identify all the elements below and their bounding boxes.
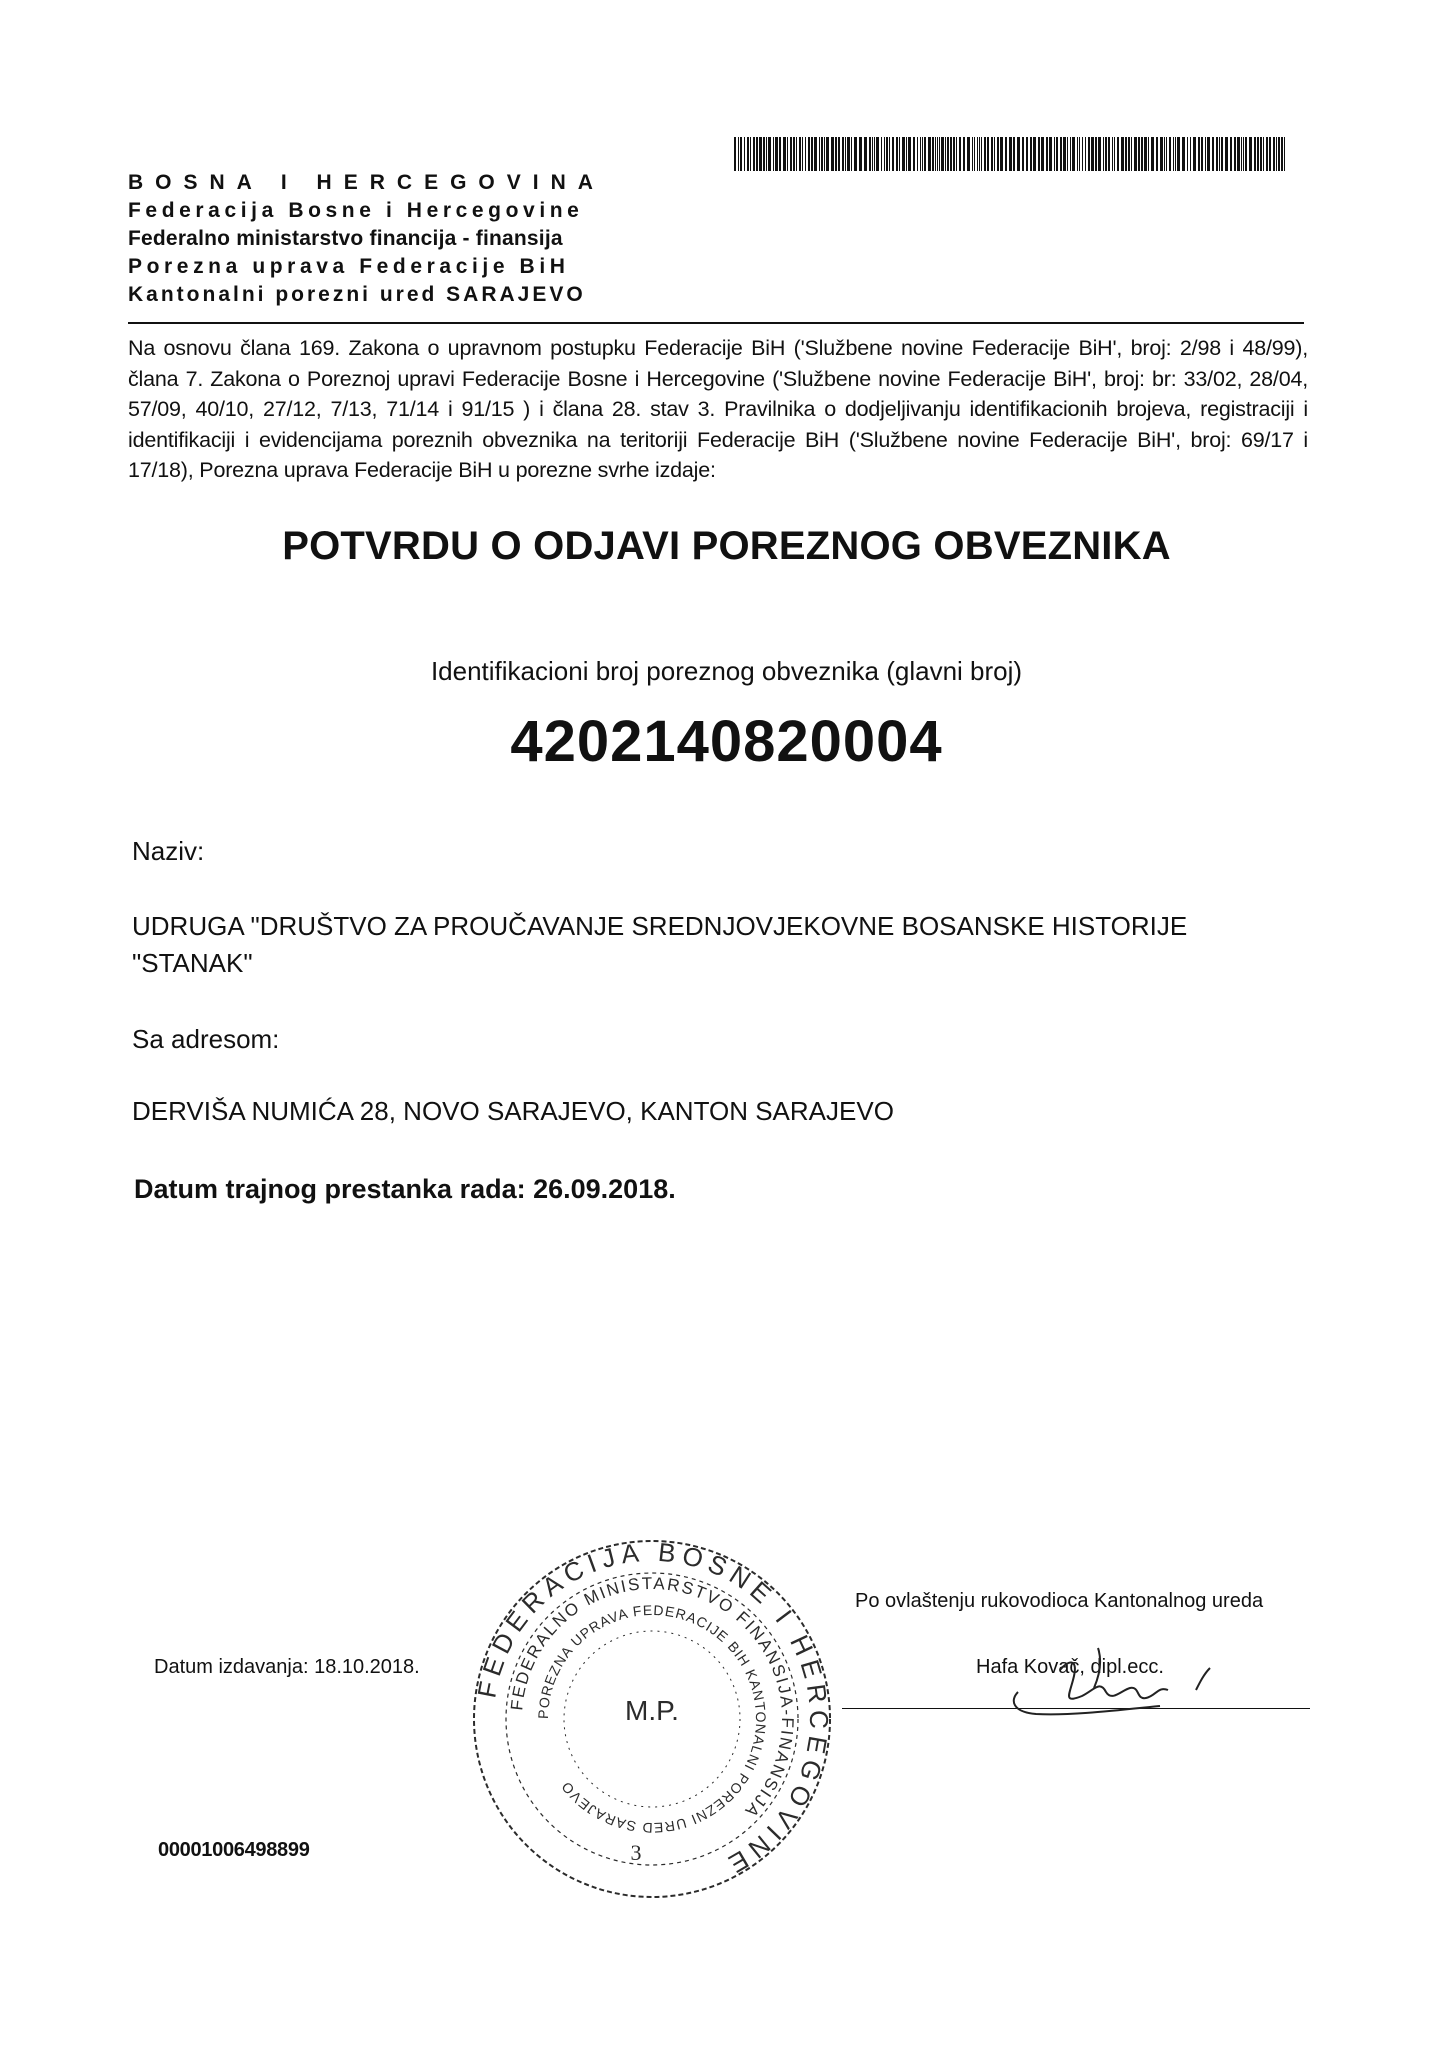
stamp-inner-ring-text: FEDERALNO MINISTARSTVO FINANSIJA-FINANSIJA bbox=[507, 1573, 798, 1823]
document-title: POTVRDU O ODJAVI POREZNOG OBVEZNIKA bbox=[282, 524, 1171, 568]
name-label: Naziv: bbox=[132, 836, 205, 866]
stamp-third-ring-text: POREZNA UPRAVA FEDERACIJE BIH KANTONALNI POREZNI URED SARAJEVO bbox=[534, 1601, 770, 1837]
name-value: UDRUGA "DRUŠTVO ZA PROUČAVANJE SREDNJOVJEKOVNE BOSANSKE HISTORIJE "STANAK" bbox=[132, 911, 1188, 978]
header-ministry: Federalno ministarstvo financija - finansija bbox=[128, 227, 563, 250]
issue-date: Datum izdavanja: 18.10.2018. bbox=[154, 1656, 420, 1678]
authorization-text: Po ovlaštenju rukovodioca Kantonalnog ureda bbox=[855, 1590, 1264, 1612]
tax-id-number: 4202140820004 bbox=[510, 709, 943, 774]
address-label: Sa adresom: bbox=[132, 1024, 280, 1054]
header-tax-administration: Porezna uprava Federacije BiH bbox=[128, 255, 570, 278]
stamp-center-mark: M.P. bbox=[625, 1695, 679, 1726]
document-barcode bbox=[734, 137, 1286, 171]
handwritten-signature bbox=[990, 1640, 1230, 1722]
signatory-name: Hafa Kovač, dipl.ecc. bbox=[976, 1656, 1164, 1678]
serial-number: 00001006498899 bbox=[158, 1839, 310, 1861]
address-value: DERVIŠA NUMIĆA 28, NOVO SARAJEVO, KANTON SARAJEVO bbox=[132, 1096, 894, 1126]
legal-basis-paragraph: Na osnovu člana 169. Zakona o upravnom postupku Federacije BiH ('Službene novine Federacije BiH', broj: 2/98 i 48/99), člana 7. Zakona o Poreznoj upravi Federacije Bosne i Hercegovine ('Službene novine Federacije BiH', broj: br: 33/02, 28/04, 57/09, 40/10, 27/12, 7/13, 71/14 i 91/15 ) i člana 28. stav 3. Pravilnika o dodjeljivanju identifikacionih brojeva, registraciji i identifikaciji i evidencijama poreznih obveznika na teritoriji Federacije BiH ('Službene novine Federacije BiH', broj: 69/17 i 17/18), Porezna uprava Federacije BiH u porezne svrhe izdaje: bbox=[128, 336, 1308, 482]
header-country: BOSNA I HERCEGOVINA bbox=[128, 171, 605, 194]
header-federation: Federacija Bosne i Hercegovine bbox=[128, 199, 584, 222]
termination-date: Datum trajnog prestanka rada: 26.09.2018. bbox=[134, 1174, 676, 1204]
header-cantonal-office: Kantonalni porezni ured SARAJEVO bbox=[128, 283, 586, 306]
official-stamp bbox=[470, 1538, 834, 1900]
header-divider bbox=[128, 322, 1304, 324]
tax-id-label: Identifikacioni broj poreznog obveznika (glavni broj) bbox=[430, 656, 1023, 686]
stamp-outer-ring-text: FEDERACIJA BOSNE I HERCEGOVINE bbox=[471, 1538, 834, 1883]
stamp-number: 3 bbox=[630, 1840, 642, 1865]
